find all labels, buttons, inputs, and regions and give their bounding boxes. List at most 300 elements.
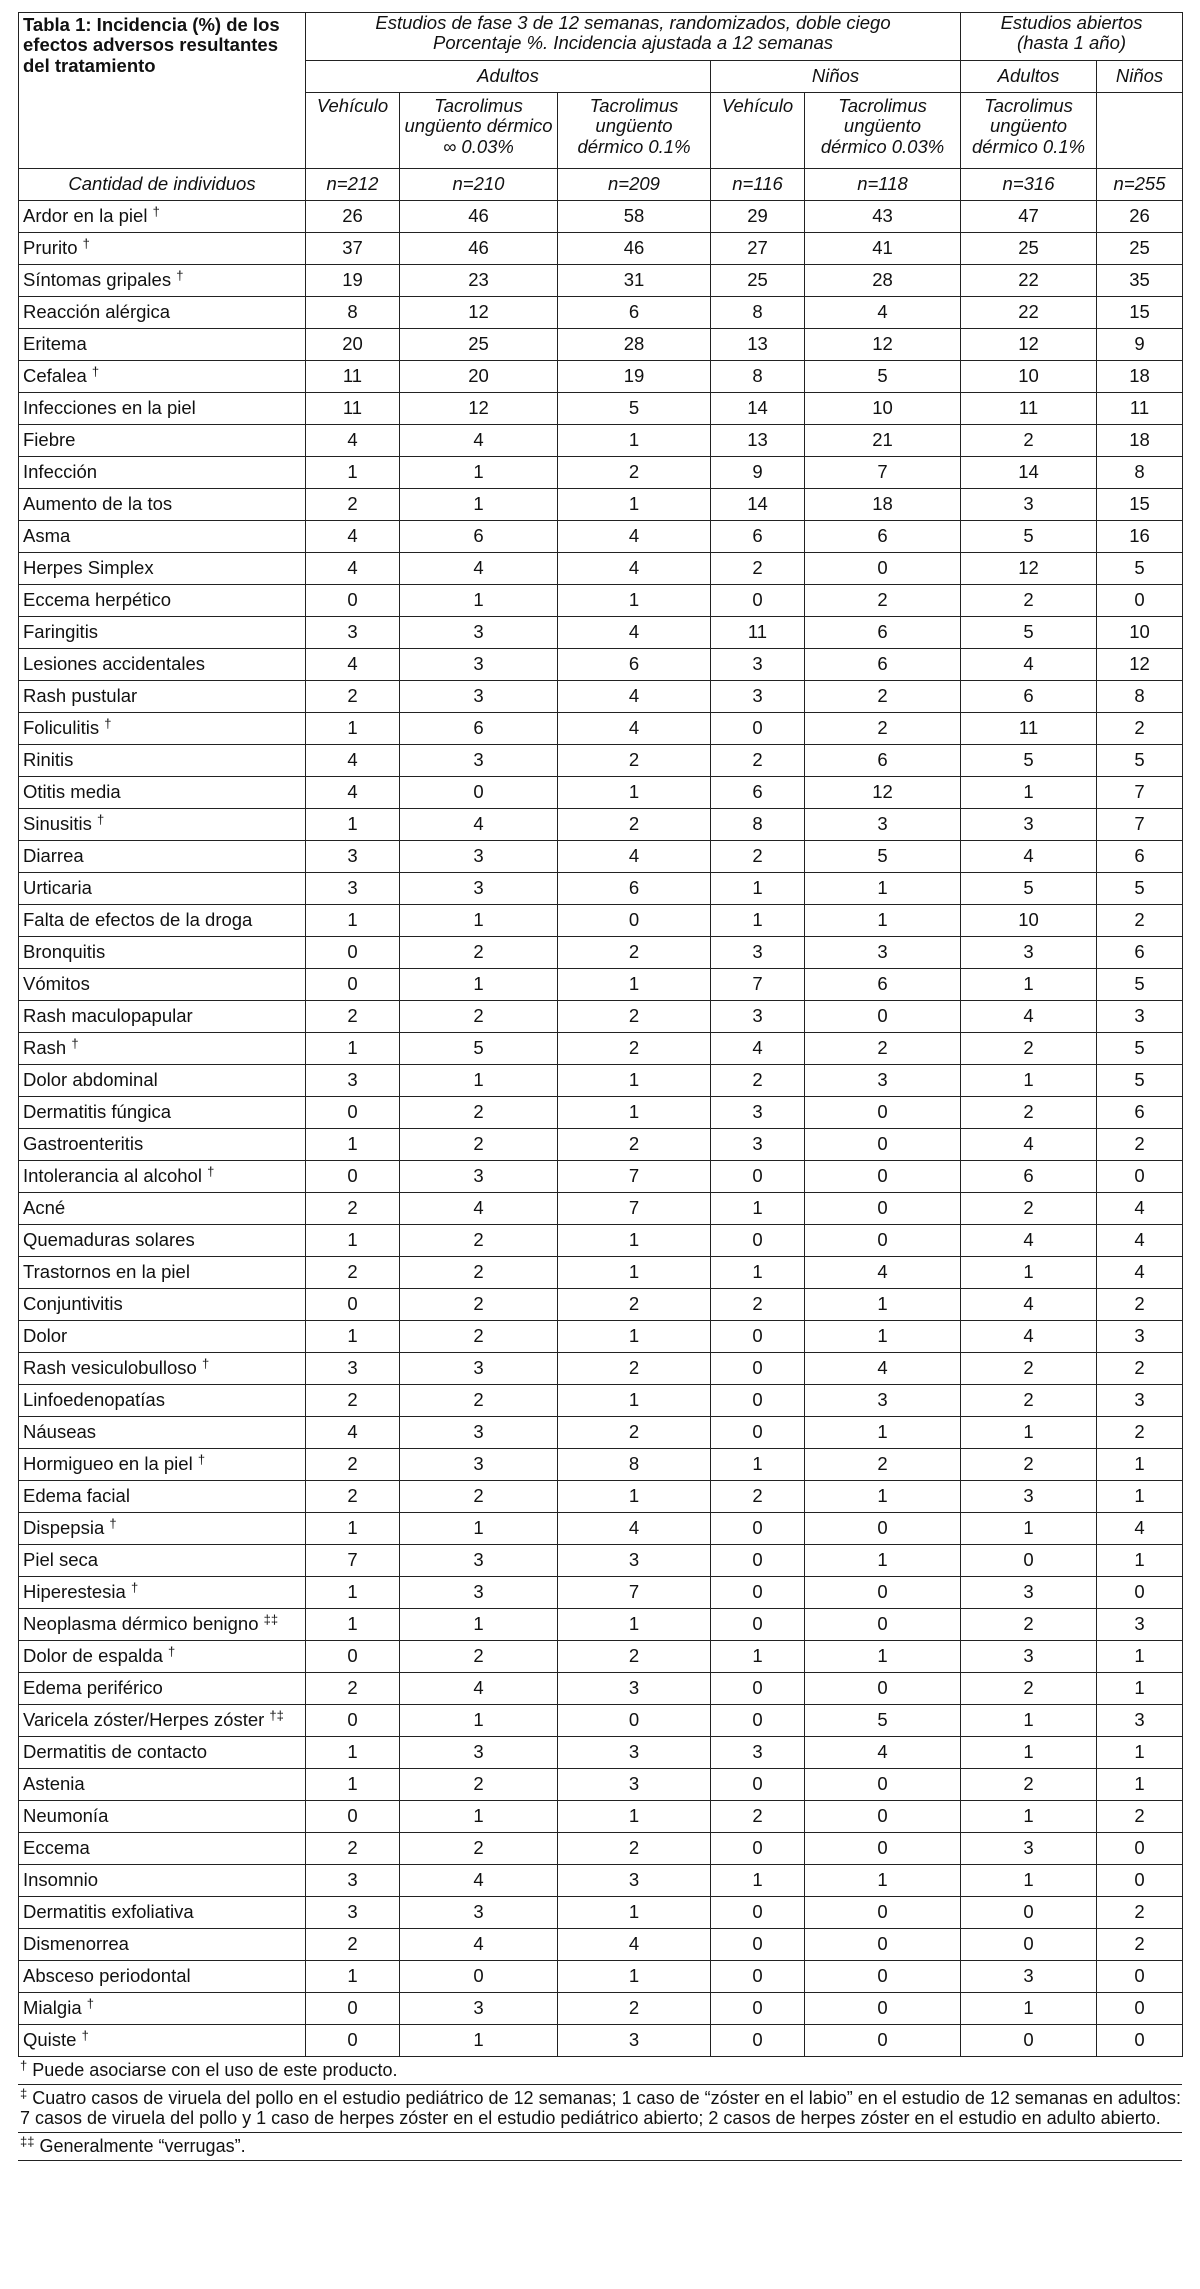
value-cell: 11 bbox=[1097, 393, 1183, 425]
value-cell: 19 bbox=[306, 265, 400, 297]
value-cell: 1 bbox=[558, 1481, 711, 1513]
column-header: Tacrolimus ungüento dérmico 0.03% bbox=[805, 93, 961, 169]
value-cell: 1 bbox=[306, 1769, 400, 1801]
value-cell: 0 bbox=[805, 1129, 961, 1161]
value-cell: 2 bbox=[961, 1769, 1097, 1801]
value-cell: 14 bbox=[961, 457, 1097, 489]
value-cell: 1 bbox=[711, 1641, 805, 1673]
value-cell: 15 bbox=[1097, 297, 1183, 329]
value-cell: 2 bbox=[711, 1481, 805, 1513]
value-cell: 1 bbox=[400, 2025, 558, 2057]
value-cell: 2 bbox=[558, 809, 711, 841]
value-cell: 4 bbox=[558, 841, 711, 873]
value-cell: 7 bbox=[805, 457, 961, 489]
value-cell: 7 bbox=[1097, 809, 1183, 841]
table-row bbox=[19, 873, 1183, 905]
value-cell: 18 bbox=[1097, 425, 1183, 457]
value-cell: 0 bbox=[1097, 1161, 1183, 1193]
footnote-mark: † bbox=[104, 716, 112, 732]
footnote-symbol: ‡‡ bbox=[20, 2134, 35, 2150]
value-cell: 4 bbox=[558, 617, 711, 649]
value-cell: 8 bbox=[558, 1449, 711, 1481]
value-cell: 2 bbox=[400, 1097, 558, 1129]
value-cell: 2 bbox=[306, 1193, 400, 1225]
event-name: Neoplasma dérmico benigno bbox=[23, 1613, 259, 1635]
table-row bbox=[19, 1449, 1183, 1481]
value-cell: 2 bbox=[306, 1257, 400, 1289]
value-cell: 0 bbox=[805, 1097, 961, 1129]
value-cell: 2 bbox=[961, 1449, 1097, 1481]
event-name: Conjuntivitis bbox=[23, 1293, 123, 1315]
value-cell: 25 bbox=[400, 329, 558, 361]
value-cell: 2 bbox=[400, 1769, 558, 1801]
event-name: Aumento de la tos bbox=[23, 493, 173, 515]
event-name-cell bbox=[19, 1449, 306, 1481]
value-cell: 0 bbox=[711, 1161, 805, 1193]
value-cell: 0 bbox=[805, 1993, 961, 2025]
footnote-mark: † bbox=[97, 812, 105, 828]
value-cell: 4 bbox=[961, 841, 1097, 873]
value-cell: 1 bbox=[306, 1033, 400, 1065]
event-name: Linfoedenopatías bbox=[23, 1389, 165, 1411]
value-cell: 1 bbox=[961, 1993, 1097, 2025]
value-cell: 1 bbox=[711, 1193, 805, 1225]
event-name: Rash maculopapular bbox=[23, 1005, 193, 1027]
value-cell: 1 bbox=[558, 489, 711, 521]
value-cell: 1 bbox=[1097, 1449, 1183, 1481]
event-name: Fiebre bbox=[23, 429, 76, 451]
value-cell: 0 bbox=[1097, 1961, 1183, 1993]
event-name-cell bbox=[19, 809, 306, 841]
header-adultos: Adultos bbox=[306, 61, 711, 93]
count-cell: n=118 bbox=[805, 169, 961, 201]
table-row bbox=[19, 393, 1183, 425]
value-cell: 2 bbox=[1097, 1929, 1183, 1961]
table-row bbox=[19, 1801, 1183, 1833]
value-cell: 2 bbox=[400, 1481, 558, 1513]
value-cell: 0 bbox=[805, 1897, 961, 1929]
value-cell: 25 bbox=[961, 233, 1097, 265]
value-cell: 4 bbox=[805, 297, 961, 329]
value-cell: 1 bbox=[961, 1513, 1097, 1545]
value-cell: 2 bbox=[961, 1673, 1097, 1705]
value-cell: 1 bbox=[961, 969, 1097, 1001]
table-row bbox=[19, 329, 1183, 361]
event-name-cell bbox=[19, 1129, 306, 1161]
event-name-cell bbox=[19, 1225, 306, 1257]
footnote-symbol: † bbox=[20, 2058, 28, 2073]
event-name-cell bbox=[19, 1097, 306, 1129]
count-cell: n=210 bbox=[400, 169, 558, 201]
event-name: Dismenorrea bbox=[23, 1933, 129, 1955]
value-cell: 1 bbox=[961, 1801, 1097, 1833]
value-cell: 0 bbox=[961, 1897, 1097, 1929]
value-cell: 7 bbox=[306, 1545, 400, 1577]
value-cell: 1 bbox=[306, 713, 400, 745]
table-row bbox=[19, 297, 1183, 329]
table-row bbox=[19, 553, 1183, 585]
value-cell: 5 bbox=[961, 617, 1097, 649]
value-cell: 2 bbox=[558, 1993, 711, 2025]
event-name: Prurito bbox=[23, 237, 78, 259]
value-cell: 0 bbox=[306, 969, 400, 1001]
value-cell: 1 bbox=[306, 1129, 400, 1161]
column-header: Vehículo bbox=[711, 93, 805, 169]
value-cell: 6 bbox=[1097, 841, 1183, 873]
value-cell: 1 bbox=[400, 969, 558, 1001]
value-cell: 3 bbox=[1097, 1001, 1183, 1033]
value-cell: 3 bbox=[711, 1001, 805, 1033]
value-cell: 0 bbox=[400, 1961, 558, 1993]
footnote bbox=[18, 2133, 1182, 2161]
value-cell: 1 bbox=[961, 1417, 1097, 1449]
table-row bbox=[19, 1129, 1183, 1161]
value-cell: 7 bbox=[558, 1193, 711, 1225]
value-cell: 2 bbox=[306, 1449, 400, 1481]
event-name-cell bbox=[19, 745, 306, 777]
value-cell: 28 bbox=[558, 329, 711, 361]
event-name-cell bbox=[19, 585, 306, 617]
value-cell: 0 bbox=[306, 937, 400, 969]
value-cell: 41 bbox=[805, 233, 961, 265]
value-cell: 15 bbox=[1097, 489, 1183, 521]
header-group-open bbox=[961, 13, 1183, 61]
value-cell: 2 bbox=[400, 1129, 558, 1161]
event-name: Bronquitis bbox=[23, 941, 106, 963]
value-cell: 46 bbox=[400, 233, 558, 265]
value-cell: 25 bbox=[1097, 233, 1183, 265]
value-cell: 6 bbox=[1097, 1097, 1183, 1129]
value-cell: 46 bbox=[558, 233, 711, 265]
value-cell: 1 bbox=[711, 1257, 805, 1289]
value-cell: 2 bbox=[558, 1641, 711, 1673]
value-cell: 8 bbox=[711, 361, 805, 393]
table-row bbox=[19, 1737, 1183, 1769]
value-cell: 1 bbox=[805, 1321, 961, 1353]
event-name: Cefalea bbox=[23, 365, 87, 387]
table-row bbox=[19, 1993, 1183, 2025]
event-name: Dolor abdominal bbox=[23, 1069, 158, 1091]
value-cell: 58 bbox=[558, 201, 711, 233]
event-name: Mialgia bbox=[23, 1997, 82, 2019]
value-cell: 12 bbox=[961, 329, 1097, 361]
value-cell: 1 bbox=[805, 1481, 961, 1513]
value-cell: 4 bbox=[400, 1929, 558, 1961]
value-cell: 3 bbox=[805, 1385, 961, 1417]
event-name: Asma bbox=[23, 525, 71, 547]
event-name: Urticaria bbox=[23, 877, 92, 899]
value-cell: 0 bbox=[711, 1961, 805, 1993]
value-cell: 1 bbox=[805, 905, 961, 937]
value-cell: 7 bbox=[711, 969, 805, 1001]
event-name-cell bbox=[19, 1033, 306, 1065]
value-cell: 3 bbox=[400, 1577, 558, 1609]
value-cell: 0 bbox=[711, 713, 805, 745]
event-name-cell bbox=[19, 1641, 306, 1673]
value-cell: 2 bbox=[306, 1001, 400, 1033]
value-cell: 6 bbox=[558, 873, 711, 905]
value-cell: 2 bbox=[1097, 905, 1183, 937]
value-cell: 26 bbox=[306, 201, 400, 233]
value-cell: 1 bbox=[306, 1961, 400, 1993]
value-cell: 5 bbox=[961, 745, 1097, 777]
table-row bbox=[19, 1769, 1183, 1801]
value-cell: 6 bbox=[805, 649, 961, 681]
count-cell: n=255 bbox=[1097, 169, 1183, 201]
table-title-text: Tabla 1: Incidencia (%) de los efectos adversos resultantes del tratamiento bbox=[23, 14, 280, 76]
value-cell: 4 bbox=[306, 649, 400, 681]
table-row bbox=[19, 841, 1183, 873]
event-name-cell bbox=[19, 1289, 306, 1321]
value-cell: 0 bbox=[711, 1993, 805, 2025]
value-cell: 0 bbox=[805, 1001, 961, 1033]
value-cell: 29 bbox=[711, 201, 805, 233]
value-cell: 2 bbox=[805, 1449, 961, 1481]
event-name-cell bbox=[19, 905, 306, 937]
value-cell: 1 bbox=[805, 1417, 961, 1449]
table-row bbox=[19, 1289, 1183, 1321]
value-cell: 5 bbox=[961, 521, 1097, 553]
event-name-cell bbox=[19, 1865, 306, 1897]
event-name: Dermatitis exfoliativa bbox=[23, 1901, 194, 1923]
table-row bbox=[19, 1897, 1183, 1929]
table-row bbox=[19, 1033, 1183, 1065]
footnote-mark: †‡ bbox=[269, 1708, 284, 1724]
table-row bbox=[19, 1609, 1183, 1641]
value-cell: 5 bbox=[1097, 1033, 1183, 1065]
footnote-mark: † bbox=[81, 2028, 89, 2044]
value-cell: 3 bbox=[400, 745, 558, 777]
table-row bbox=[19, 1577, 1183, 1609]
value-cell: 1 bbox=[400, 1065, 558, 1097]
value-cell: 4 bbox=[306, 777, 400, 809]
count-cell: n=316 bbox=[961, 169, 1097, 201]
value-cell: 6 bbox=[711, 521, 805, 553]
table-row bbox=[19, 425, 1183, 457]
value-cell: 1 bbox=[306, 1577, 400, 1609]
value-cell: 1 bbox=[961, 1865, 1097, 1897]
value-cell: 0 bbox=[961, 1545, 1097, 1577]
table-row bbox=[19, 1321, 1183, 1353]
value-cell: 0 bbox=[805, 1161, 961, 1193]
value-cell: 3 bbox=[558, 1673, 711, 1705]
event-name: Diarrea bbox=[23, 845, 84, 867]
value-cell: 0 bbox=[711, 1929, 805, 1961]
value-cell: 3 bbox=[306, 617, 400, 649]
value-cell: 3 bbox=[558, 1545, 711, 1577]
event-name-cell bbox=[19, 1513, 306, 1545]
event-name: Trastornos en la piel bbox=[23, 1261, 190, 1283]
value-cell: 3 bbox=[400, 1737, 558, 1769]
event-name-cell bbox=[19, 1769, 306, 1801]
value-cell: 2 bbox=[400, 1321, 558, 1353]
value-cell: 2 bbox=[711, 745, 805, 777]
event-name: Falta de efectos de la droga bbox=[23, 909, 253, 931]
value-cell: 13 bbox=[711, 425, 805, 457]
value-cell: 1 bbox=[306, 1513, 400, 1545]
value-cell: 7 bbox=[558, 1161, 711, 1193]
table-row bbox=[19, 1929, 1183, 1961]
footnote-mark: ‡‡ bbox=[263, 1612, 279, 1628]
value-cell: 4 bbox=[558, 521, 711, 553]
event-name-cell bbox=[19, 1897, 306, 1929]
value-cell: 0 bbox=[711, 1609, 805, 1641]
value-cell: 2 bbox=[805, 585, 961, 617]
value-cell: 1 bbox=[558, 585, 711, 617]
table-row bbox=[19, 457, 1183, 489]
value-cell: 1 bbox=[711, 1865, 805, 1897]
table-row bbox=[19, 1865, 1183, 1897]
value-cell: 5 bbox=[961, 873, 1097, 905]
value-cell: 1 bbox=[558, 1801, 711, 1833]
value-cell: 2 bbox=[558, 1033, 711, 1065]
value-cell: 2 bbox=[711, 841, 805, 873]
value-cell: 0 bbox=[711, 1225, 805, 1257]
value-cell: 3 bbox=[961, 1481, 1097, 1513]
table-row bbox=[19, 1513, 1183, 1545]
value-cell: 4 bbox=[400, 425, 558, 457]
value-cell: 2 bbox=[961, 1193, 1097, 1225]
table-row bbox=[19, 201, 1183, 233]
value-cell: 0 bbox=[805, 1225, 961, 1257]
event-name-cell bbox=[19, 1577, 306, 1609]
value-cell: 4 bbox=[400, 809, 558, 841]
value-cell: 2 bbox=[558, 1353, 711, 1385]
value-cell: 37 bbox=[306, 233, 400, 265]
event-name: Dolor bbox=[23, 1325, 68, 1347]
value-cell: 0 bbox=[558, 1705, 711, 1737]
value-cell: 2 bbox=[711, 553, 805, 585]
table-row bbox=[19, 905, 1183, 937]
table-row bbox=[19, 1705, 1183, 1737]
value-cell: 0 bbox=[711, 1417, 805, 1449]
table-row bbox=[19, 1673, 1183, 1705]
value-cell: 1 bbox=[805, 873, 961, 905]
header-ninos-open: Niños bbox=[1097, 61, 1183, 93]
value-cell: 3 bbox=[711, 1097, 805, 1129]
event-name-cell bbox=[19, 1609, 306, 1641]
value-cell: 3 bbox=[1097, 1705, 1183, 1737]
value-cell: 3 bbox=[558, 1865, 711, 1897]
value-cell: 4 bbox=[306, 745, 400, 777]
footnote-mark: † bbox=[168, 1644, 176, 1660]
event-name-cell bbox=[19, 2025, 306, 2057]
count-row bbox=[19, 169, 1183, 201]
value-cell: 3 bbox=[805, 937, 961, 969]
value-cell: 4 bbox=[306, 425, 400, 457]
footnotes bbox=[18, 2057, 1182, 2161]
value-cell: 1 bbox=[306, 1737, 400, 1769]
event-name-cell bbox=[19, 297, 306, 329]
value-cell: 25 bbox=[711, 265, 805, 297]
value-cell: 4 bbox=[1097, 1257, 1183, 1289]
value-cell: 2 bbox=[400, 1257, 558, 1289]
value-cell: 8 bbox=[1097, 681, 1183, 713]
value-cell: 0 bbox=[1097, 1577, 1183, 1609]
event-name-cell bbox=[19, 489, 306, 521]
value-cell: 6 bbox=[805, 745, 961, 777]
value-cell: 11 bbox=[961, 393, 1097, 425]
value-cell: 4 bbox=[805, 1737, 961, 1769]
value-cell: 2 bbox=[961, 425, 1097, 457]
event-name-cell bbox=[19, 521, 306, 553]
value-cell: 31 bbox=[558, 265, 711, 297]
value-cell: 3 bbox=[558, 1769, 711, 1801]
value-cell: 6 bbox=[805, 969, 961, 1001]
value-cell: 2 bbox=[961, 1097, 1097, 1129]
value-cell: 1 bbox=[961, 1737, 1097, 1769]
value-cell: 0 bbox=[805, 1833, 961, 1865]
table-row bbox=[19, 1641, 1183, 1673]
value-cell: 1 bbox=[400, 1609, 558, 1641]
event-name-cell bbox=[19, 457, 306, 489]
table-row bbox=[19, 777, 1183, 809]
value-cell: 3 bbox=[400, 841, 558, 873]
event-name-cell bbox=[19, 1737, 306, 1769]
event-name: Rinitis bbox=[23, 749, 74, 771]
event-name-cell bbox=[19, 873, 306, 905]
footnote-mark: † bbox=[91, 364, 100, 380]
value-cell: 0 bbox=[1097, 1865, 1183, 1897]
value-cell: 0 bbox=[805, 1769, 961, 1801]
value-cell: 0 bbox=[711, 1321, 805, 1353]
event-name-cell bbox=[19, 329, 306, 361]
footnote-text: Cuatro casos de viruela del pollo en el estudio pediátrico de 12 semanas; 1 caso de “zóster en el labio” en el estudio de 12 semanas en adultos: 7 casos de viruela del pollo y 1 caso de herpes zóster en el estudio pediátrico abierto; 2 casos de herpes zóster en el estudio en adulto abierto. bbox=[20, 2087, 1181, 2129]
value-cell: 0 bbox=[805, 1929, 961, 1961]
event-name: Foliculitis bbox=[23, 717, 100, 739]
value-cell: 2 bbox=[711, 1801, 805, 1833]
value-cell: 1 bbox=[558, 1385, 711, 1417]
event-name-cell bbox=[19, 1705, 306, 1737]
value-cell: 3 bbox=[711, 937, 805, 969]
table-row bbox=[19, 1545, 1183, 1577]
event-name-cell bbox=[19, 617, 306, 649]
count-cell: n=212 bbox=[306, 169, 400, 201]
event-name-cell bbox=[19, 1161, 306, 1193]
value-cell: 2 bbox=[961, 1609, 1097, 1641]
value-cell: 2 bbox=[558, 745, 711, 777]
value-cell: 1 bbox=[558, 969, 711, 1001]
value-cell: 4 bbox=[711, 1033, 805, 1065]
value-cell: 0 bbox=[1097, 585, 1183, 617]
value-cell: 3 bbox=[961, 1961, 1097, 1993]
value-cell: 1 bbox=[400, 905, 558, 937]
event-name: Eccema herpético bbox=[23, 589, 172, 611]
event-name-cell bbox=[19, 1929, 306, 1961]
value-cell: 2 bbox=[1097, 1801, 1183, 1833]
value-cell: 47 bbox=[961, 201, 1097, 233]
value-cell: 6 bbox=[558, 649, 711, 681]
table-body bbox=[19, 169, 1183, 2057]
value-cell: 1 bbox=[805, 1641, 961, 1673]
event-name-cell bbox=[19, 1993, 306, 2025]
value-cell: 43 bbox=[805, 201, 961, 233]
value-cell: 0 bbox=[306, 1097, 400, 1129]
value-cell: 8 bbox=[711, 809, 805, 841]
value-cell: 1 bbox=[961, 1065, 1097, 1097]
value-cell: 12 bbox=[805, 329, 961, 361]
value-cell: 4 bbox=[558, 681, 711, 713]
value-cell: 19 bbox=[558, 361, 711, 393]
event-name: Reacción alérgica bbox=[23, 301, 171, 323]
value-cell: 0 bbox=[400, 777, 558, 809]
value-cell: 1 bbox=[306, 1321, 400, 1353]
value-cell: 0 bbox=[711, 1513, 805, 1545]
value-cell: 4 bbox=[400, 1193, 558, 1225]
event-name: Ardor en la piel bbox=[23, 205, 148, 227]
value-cell: 10 bbox=[1097, 617, 1183, 649]
event-name-cell bbox=[19, 1833, 306, 1865]
